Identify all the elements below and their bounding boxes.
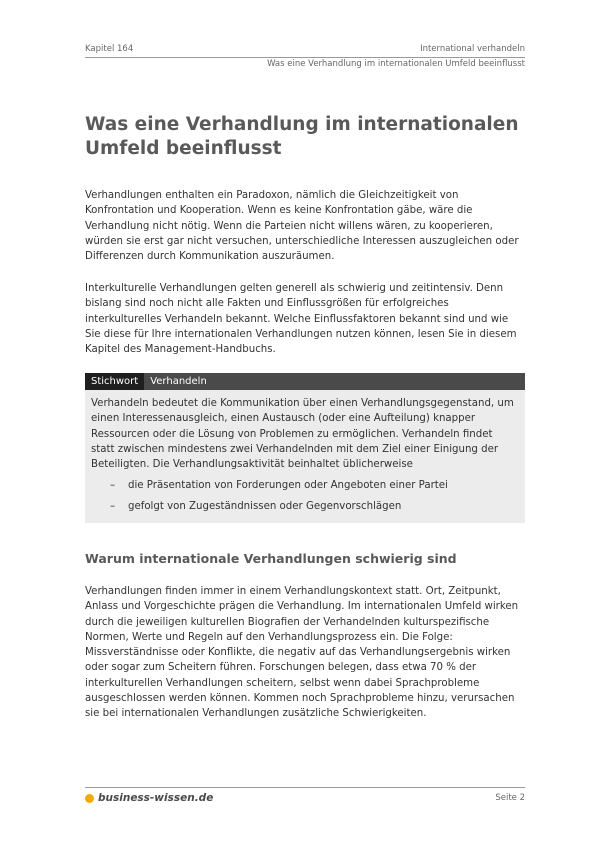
section-running-title: Was eine Verhandlung im internationalen Umfeld beeinflusst bbox=[267, 59, 525, 69]
bullet-text: gefolgt von Zugeständnissen oder Gegenvorschlägen bbox=[128, 500, 402, 512]
page-number: Seite 2 bbox=[495, 793, 525, 803]
keyword-box-header bbox=[85, 373, 525, 390]
bullet-dash: – bbox=[110, 480, 116, 492]
footer-rule bbox=[85, 787, 525, 788]
keyword-bullet-list bbox=[85, 478, 525, 514]
header-rule bbox=[85, 57, 525, 58]
logo-text: business-wissen.de bbox=[98, 792, 214, 804]
keyword-definition: Verhandeln bedeutet die Kommunikation über einen Verhandlungsgegenstand, um einen Interessenausgleich, einen Austausch (oder eine Aufteilung) knapper Ressourcen oder die Lösung von Problemen zu ermöglichen. Verhandeln findet statt zwischen mindestens zwei Verhandelnden mit dem Ziel einer Einigung der Beteiligten. Die Verhandlungsaktivität beinhaltet üblicherweise bbox=[91, 398, 514, 471]
keyword-box bbox=[85, 373, 525, 523]
page-title: Was eine Verhandlung im internationalen Umfeld beeinflusst bbox=[85, 114, 519, 159]
bullet-text: die Präsentation von Forderungen oder Angeboten einer Partei bbox=[128, 480, 448, 492]
book-title: International verhandeln bbox=[420, 44, 525, 54]
section-paragraph: Verhandlungen finden immer in einem Verhandlungskontext statt. Ort, Zeitpunkt, Anlass und Vorgeschichte prägen die Verhandlung. Im internationalen Umfeld wirken durch die jeweiligen kulturellen Biografien der Verhandelnden kulturspezifische Normen, Werte und Regeln auf den Verhandlungsprozess ein. Die Folge: Missverständnisse oder Konflikte, die negativ auf das Verhandlungsergebnis wirken oder sogar zum Scheitern führen. Forschungen belegen, dass etwa 70 % der interkulturellen Verhandlungen scheitern, selbst wenn dabei Sprachprobleme ausgeschlossen werden können. Kommen noch Sprachprobleme hinzu, verursachen sie bei internationalen Verhandlungen zusätzliche Schwierigkeiten. bbox=[85, 586, 519, 720]
bullet-dash: – bbox=[110, 500, 116, 512]
intro-paragraph-1: Verhandlungen enthalten ein Paradoxon, nämlich die Gleichzeitigkeit von Konfrontation und Kooperation. Wenn es keine Konfrontation gäbe, wäre die Verhandlung nicht nötig. Wenn die Parteien nicht willens wären, zu kooperieren, würden sie erst gar nicht versuchen, unterschiedliche Interessen auszugleichen oder Differenzen durch Kommunikation auszuräumen. bbox=[85, 190, 519, 263]
section-heading: Warum internationale Verhandlungen schwierig sind bbox=[85, 551, 457, 566]
keyword-tag: Stichwort bbox=[85, 373, 144, 390]
intro-paragraph-2: Interkulturelle Verhandlungen gelten generell als schwierig und zeitintensiv. Denn bislang sind noch nicht alle Fakten und Einflussgrößen für erfolgreiches interkulturelles Verhandeln bekannt. Welche Einflussfaktoren bekannt sind und wie Sie diese für Ihre internationalen Verhandlungen nutzen können, lesen Sie in diesem Kapitel des Management-Handbuchs. bbox=[85, 283, 517, 356]
footer-logo bbox=[85, 792, 213, 804]
list-item bbox=[110, 478, 519, 493]
list-item bbox=[110, 499, 519, 514]
keyword-term: Verhandeln bbox=[150, 376, 207, 387]
chapter-label: Kapitel 164 bbox=[85, 44, 134, 54]
logo-dot-icon bbox=[85, 794, 94, 803]
running-header bbox=[85, 44, 525, 54]
